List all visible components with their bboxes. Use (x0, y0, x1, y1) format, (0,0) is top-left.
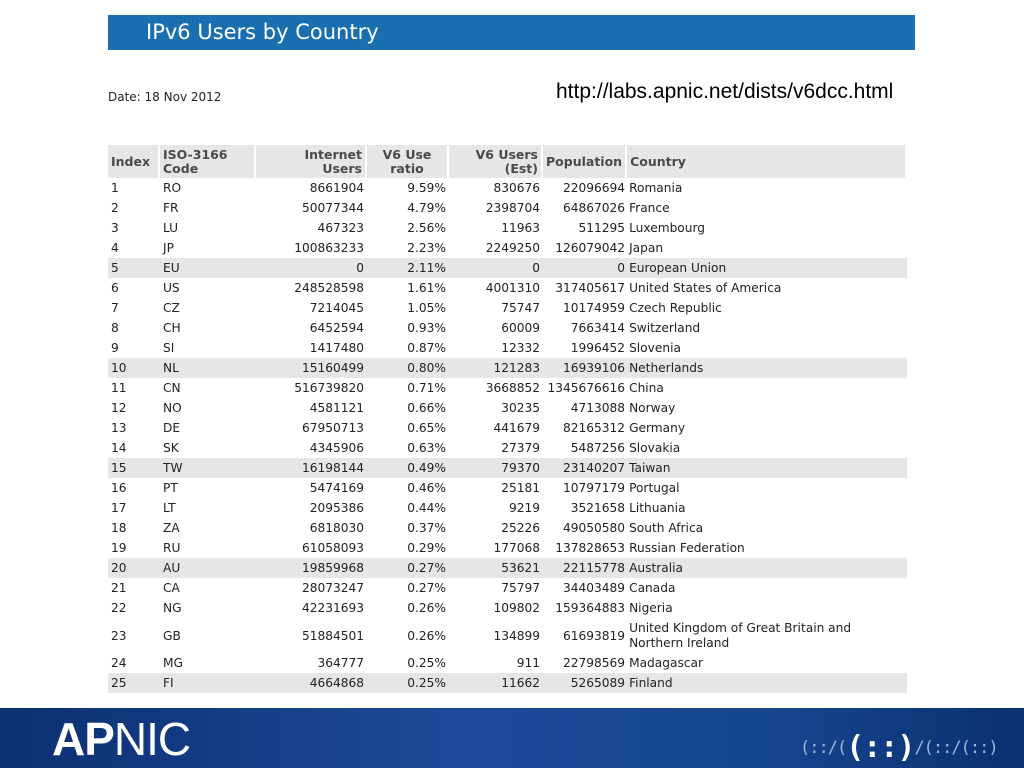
cell-population: 0 (543, 258, 627, 278)
cell-internet-users: 4581121 (309, 401, 364, 415)
header-country: Country (627, 145, 907, 178)
cell-v6-ratio: 2.23% (407, 241, 446, 255)
cell-internet-users: 1417480 (309, 341, 364, 355)
cell-internet-users: 67950713 (301, 421, 364, 435)
cell-internet-users: 51884501 (301, 628, 364, 643)
table-row (108, 178, 907, 198)
cell-country: Slovakia (629, 441, 681, 455)
cell-country: Nigeria (629, 601, 673, 615)
cell-iso-code: SI (163, 341, 175, 355)
cell-v6-users: 2398704 (485, 201, 540, 215)
cell-population: 61693819 (563, 628, 626, 643)
cell-v6-ratio: 0.71% (407, 381, 446, 395)
cell-v6-ratio: 0.93% (407, 321, 446, 335)
cell-iso-code: NL (160, 358, 256, 378)
ipv6-users-table (108, 145, 907, 693)
cell-country: United Kingdom of Great Britain and Northern Ireland (629, 620, 852, 650)
cell-v6-ratio: 0.66% (407, 401, 446, 415)
cell-population: 4713088 (570, 401, 626, 415)
cell-index: 10 (108, 358, 160, 378)
cell-v6-users: 27379 (501, 441, 540, 455)
cell-population: 34403489 (563, 581, 626, 595)
cell-internet-users: 50077344 (301, 201, 364, 215)
cell-v6-ratio: 0.26% (407, 628, 446, 643)
table-row (108, 438, 907, 458)
apnic-logo: APNIC (52, 713, 191, 765)
cell-index: 2 (111, 201, 119, 215)
cell-country: Germany (629, 421, 686, 435)
cell-iso-code: LU (163, 221, 179, 235)
cell-iso-code: CA (163, 581, 180, 595)
table-row (108, 258, 907, 278)
table-row (108, 298, 907, 318)
cell-country: Switzerland (629, 321, 701, 335)
cell-index: 1 (111, 181, 119, 195)
cell-index: 21 (111, 581, 127, 595)
cell-population: 5487256 (570, 441, 626, 455)
cell-iso-code: LT (163, 501, 176, 515)
cell-v6-ratio: 0.80% (367, 358, 449, 378)
header-internet-users: Internet Users (256, 145, 367, 178)
table-row (108, 358, 907, 378)
cell-index: 4 (111, 241, 119, 255)
table-row (108, 578, 907, 598)
cell-internet-users: 61058093 (301, 541, 364, 555)
cell-country: France (629, 201, 670, 215)
table-row (108, 398, 907, 418)
cell-v6-ratio: 0.37% (407, 521, 446, 535)
cell-population: 22096694 (563, 181, 626, 195)
header-v6-users: V6 Users (Est) (449, 145, 543, 178)
cell-v6-ratio: 0.46% (407, 481, 446, 495)
cell-v6-users: 109802 (493, 601, 540, 615)
cell-country: Lithuania (629, 501, 686, 515)
header-v6-ratio: V6 Use ratio (367, 145, 449, 178)
cell-internet-users: 248528598 (294, 281, 364, 295)
cell-v6-ratio: 0.29% (407, 541, 446, 555)
table-row (108, 478, 907, 498)
cell-index: 3 (111, 221, 119, 235)
cell-internet-users: 364777 (317, 656, 364, 670)
header-population: Population (543, 145, 627, 178)
cell-internet-users: 8661904 (309, 181, 364, 195)
table-body (108, 178, 907, 693)
cell-internet-users: 4345906 (309, 441, 364, 455)
cell-country: European Union (627, 258, 907, 278)
cell-v6-users: 2249250 (485, 241, 540, 255)
cell-iso-code: RO (163, 181, 182, 195)
cell-iso-code: EU (160, 258, 256, 278)
cell-v6-ratio: 2.56% (407, 221, 446, 235)
cell-iso-code: AU (160, 558, 256, 578)
cell-country: China (629, 381, 664, 395)
cell-v6-users: 79370 (449, 458, 543, 478)
cell-v6-ratio: 0.25% (367, 673, 449, 693)
title-bar (108, 15, 915, 50)
cell-iso-code: NO (163, 401, 182, 415)
cell-index: 12 (111, 401, 127, 415)
cell-index: 17 (111, 501, 127, 515)
cell-iso-code: SK (163, 441, 179, 455)
cell-v6-users: 830676 (493, 181, 540, 195)
table-row (108, 418, 907, 438)
cell-internet-users: 467323 (317, 221, 364, 235)
cell-index: 11 (111, 381, 127, 395)
cell-country: Taiwan (627, 458, 907, 478)
cell-country: Romania (629, 181, 683, 195)
cell-country: Russian Federation (629, 541, 745, 555)
cell-index: 14 (111, 441, 127, 455)
cell-index: 6 (111, 281, 119, 295)
cell-population: 1996452 (570, 341, 626, 355)
table-header-row (108, 145, 907, 178)
cell-v6-ratio: 0.49% (367, 458, 449, 478)
cell-v6-users: 75797 (501, 581, 540, 595)
cell-country: Slovenia (629, 341, 681, 355)
cell-internet-users: 7214045 (309, 301, 364, 315)
cell-population: 317405617 (555, 281, 626, 295)
ipv6-mark-icon: (::/((::)/(::/(::) (800, 730, 998, 765)
cell-country: Australia (627, 558, 907, 578)
cell-index: 13 (111, 421, 127, 435)
cell-internet-users: 0 (256, 258, 367, 278)
cell-country: Finland (627, 673, 907, 693)
cell-iso-code: JP (163, 241, 174, 255)
table-row (108, 458, 907, 478)
cell-population: 23140207 (543, 458, 627, 478)
cell-iso-code: RU (163, 541, 181, 555)
table-row (108, 598, 907, 618)
cell-index: 24 (111, 656, 127, 670)
cell-v6-ratio: 0.25% (407, 656, 446, 670)
cell-index: 20 (108, 558, 160, 578)
cell-population: 126079042 (555, 241, 626, 255)
cell-internet-users: 19859968 (256, 558, 367, 578)
cell-v6-users: 441679 (493, 421, 540, 435)
cell-country: Luxembourg (629, 221, 706, 235)
cell-v6-users: 11963 (501, 221, 540, 235)
cell-population: 5265089 (543, 673, 627, 693)
cell-population: 22115778 (543, 558, 627, 578)
cell-country: Netherlands (627, 358, 907, 378)
cell-iso-code: CN (163, 381, 181, 395)
cell-v6-users: 75747 (501, 301, 540, 315)
cell-v6-ratio: 0.27% (367, 558, 449, 578)
cell-population: 511295 (578, 221, 626, 235)
table-row (108, 518, 907, 538)
cell-v6-users: 60009 (501, 321, 540, 335)
cell-iso-code: GB (163, 628, 181, 643)
cell-population: 64867026 (563, 201, 626, 215)
table-row (108, 538, 907, 558)
table-row (108, 338, 907, 358)
cell-internet-users: 100863233 (294, 241, 364, 255)
cell-iso-code: NG (163, 601, 182, 615)
cell-v6-users: 3668852 (485, 381, 540, 395)
cell-population: 10797179 (563, 481, 626, 495)
cell-country: Madagascar (629, 656, 703, 670)
footer-band (0, 708, 1024, 768)
cell-index: 19 (111, 541, 127, 555)
cell-population: 1345676616 (547, 381, 626, 395)
cell-index: 25 (108, 673, 160, 693)
cell-v6-users: 53621 (449, 558, 543, 578)
cell-v6-ratio: 0.63% (407, 441, 446, 455)
table-row (108, 278, 907, 298)
cell-v6-ratio: 1.61% (407, 281, 446, 295)
cell-population: 22798569 (563, 656, 626, 670)
cell-internet-users: 16198144 (256, 458, 367, 478)
cell-iso-code: TW (160, 458, 256, 478)
cell-v6-users: 177068 (493, 541, 540, 555)
cell-v6-users: 25181 (501, 481, 540, 495)
cell-country: South Africa (629, 521, 704, 535)
cell-v6-users: 4001310 (485, 281, 540, 295)
cell-index: 5 (108, 258, 160, 278)
cell-population: 49050580 (563, 521, 626, 535)
cell-v6-users: 134899 (493, 628, 540, 643)
cell-population: 16939106 (543, 358, 627, 378)
cell-country: United States of America (629, 281, 782, 295)
cell-v6-ratio: 9.59% (407, 181, 446, 195)
cell-population: 82165312 (563, 421, 626, 435)
cell-index: 7 (111, 301, 119, 315)
cell-internet-users: 5474169 (309, 481, 364, 495)
cell-internet-users: 2095386 (309, 501, 364, 515)
cell-v6-users: 25226 (501, 521, 540, 535)
cell-v6-ratio: 0.44% (407, 501, 446, 515)
table-row (108, 653, 907, 673)
cell-internet-users: 4664868 (256, 673, 367, 693)
cell-iso-code: PT (163, 481, 178, 495)
cell-internet-users: 28073247 (301, 581, 364, 595)
cell-country: Czech Republic (629, 301, 722, 315)
cell-internet-users: 15160499 (256, 358, 367, 378)
cell-v6-users: 911 (516, 656, 540, 670)
report-date: Date: 18 Nov 2012 (108, 90, 222, 104)
table-row (108, 673, 907, 693)
cell-index: 18 (111, 521, 127, 535)
cell-population: 3521658 (570, 501, 626, 515)
cell-iso-code: CZ (163, 301, 180, 315)
cell-v6-users: 30235 (501, 401, 540, 415)
cell-population: 137828653 (555, 541, 626, 555)
table-row (108, 558, 907, 578)
cell-index: 15 (108, 458, 160, 478)
cell-country: Portugal (629, 481, 680, 495)
cell-iso-code: CH (163, 321, 181, 335)
cell-v6-ratio: 1.05% (407, 301, 446, 315)
table-row (108, 378, 907, 398)
cell-v6-users: 9219 (508, 501, 540, 515)
cell-index: 22 (111, 601, 127, 615)
table-row (108, 198, 907, 218)
cell-v6-ratio: 4.79% (407, 201, 446, 215)
cell-v6-ratio: 2.11% (367, 258, 449, 278)
cell-index: 16 (111, 481, 127, 495)
cell-v6-users: 12332 (501, 341, 540, 355)
cell-internet-users: 6818030 (309, 521, 364, 535)
table-row (108, 318, 907, 338)
cell-iso-code: US (163, 281, 180, 295)
table-row (108, 238, 907, 258)
cell-population: 7663414 (570, 321, 626, 335)
cell-iso-code: FI (160, 673, 256, 693)
cell-index: 9 (111, 341, 119, 355)
header-iso-code: ISO-3166 Code (160, 145, 256, 178)
cell-country: Canada (629, 581, 676, 595)
cell-v6-users: 11662 (449, 673, 543, 693)
cell-internet-users: 42231693 (301, 601, 364, 615)
table-row (108, 498, 907, 518)
cell-v6-users: 121283 (449, 358, 543, 378)
cell-country: Norway (629, 401, 676, 415)
cell-iso-code: FR (163, 201, 179, 215)
cell-index: 8 (111, 321, 119, 335)
cell-iso-code: DE (163, 421, 181, 435)
source-url[interactable]: http://labs.apnic.net/dists/v6dcc.html (556, 80, 894, 103)
cell-index: 23 (111, 628, 127, 643)
cell-population: 10174959 (563, 301, 626, 315)
cell-v6-ratio: 0.26% (407, 601, 446, 615)
cell-v6-users: 0 (449, 258, 543, 278)
cell-iso-code: ZA (163, 521, 180, 535)
cell-v6-ratio: 0.65% (407, 421, 446, 435)
cell-iso-code: MG (163, 656, 183, 670)
cell-internet-users: 516739820 (294, 381, 364, 395)
cell-population: 159364883 (555, 601, 626, 615)
slide-title: IPv6 Users by Country (146, 20, 379, 44)
header-index: Index (108, 145, 160, 178)
table-row (108, 218, 907, 238)
cell-country: Japan (629, 241, 664, 255)
cell-internet-users: 6452594 (309, 321, 364, 335)
cell-v6-ratio: 0.27% (407, 581, 446, 595)
table-row (108, 618, 907, 653)
cell-v6-ratio: 0.87% (407, 341, 446, 355)
